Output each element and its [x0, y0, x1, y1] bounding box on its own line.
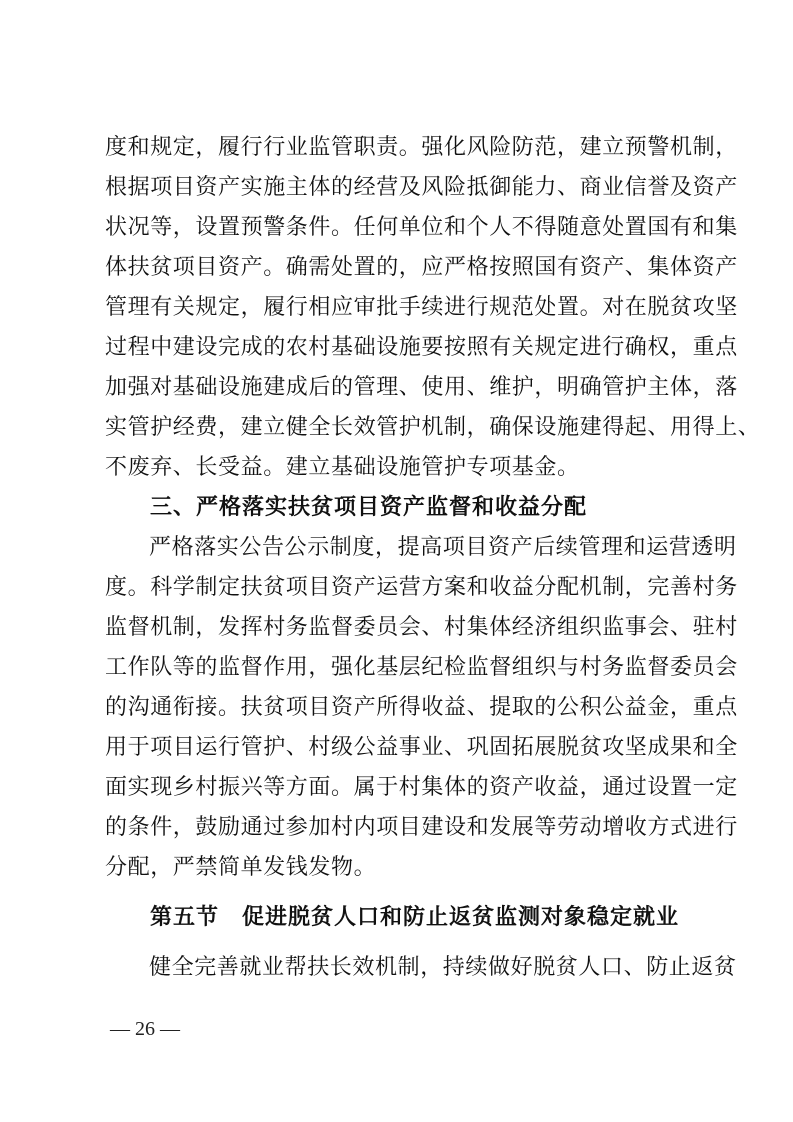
text-line: 不废弃、长受益。建立基础设施管护专项基金。 — [105, 455, 580, 480]
text-line: 用于项目运行管护、村级公益事业、巩固拓展脱贫攻坚成果和全 — [105, 735, 738, 760]
text-line: 健全完善就业帮扶长效机制，持续做好脱贫人口、防止返贫 — [149, 955, 737, 980]
text-line: 体扶贫项目资产。确需处置的，应严格按照国有资产、集体资产 — [105, 255, 738, 280]
text-line: 过程中建设完成的农村基础设施要按照有关规定进行确权，重点 — [105, 335, 738, 360]
section-heading: 第五节 促进脱贫人口和防止返贫监测对象稳定就业 — [150, 905, 680, 930]
text-line: 的沟通衔接。扶贫项目资产所得收益、提取的公积公益金，重点 — [105, 695, 738, 720]
text-line: 的条件，鼓励通过参加村内项目建设和发展等劳动增收方式进行 — [105, 815, 738, 840]
page-number: — 26 — — [110, 1018, 180, 1040]
text-line: 状况等，设置预警条件。任何单位和个人不得随意处置国有和集 — [105, 215, 738, 240]
text-line: 根据项目资产实施主体的经营及风险抵御能力、商业信誉及资产 — [105, 175, 738, 200]
text-line: 监督机制，发挥村务监督委员会、村集体经济组织监事会、驻村 — [105, 615, 738, 640]
text-line: 管理有关规定，履行相应审批手续进行规范处置。对在脱贫攻坚 — [105, 295, 738, 320]
text-line: 实管护经费，建立健全长效管护机制，确保设施建得起、用得上、 — [105, 415, 761, 440]
text-line: 面实现乡村振兴等方面。属于村集体的资产收益，通过设置一定 — [105, 775, 738, 800]
text-line: 度。科学制定扶贫项目资产运营方案和收益分配机制，完善村务 — [105, 575, 738, 600]
text-line: 工作队等的监督作用，强化基层纪检监督组织与村务监督委员会 — [105, 655, 738, 680]
text-line: 度和规定，履行行业监管职责。强化风险防范，建立预警机制， — [105, 135, 738, 160]
text-line: 分配，严禁简单发钱发物。 — [105, 855, 377, 880]
section-heading: 三、严格落实扶贫项目资产监督和收益分配 — [150, 495, 588, 520]
text-line: 严格落实公告公示制度，提高项目资产后续管理和运营透明 — [149, 535, 737, 560]
text-line: 加强对基础设施建成后的管理、使用、维护，明确管护主体，落 — [105, 375, 738, 400]
